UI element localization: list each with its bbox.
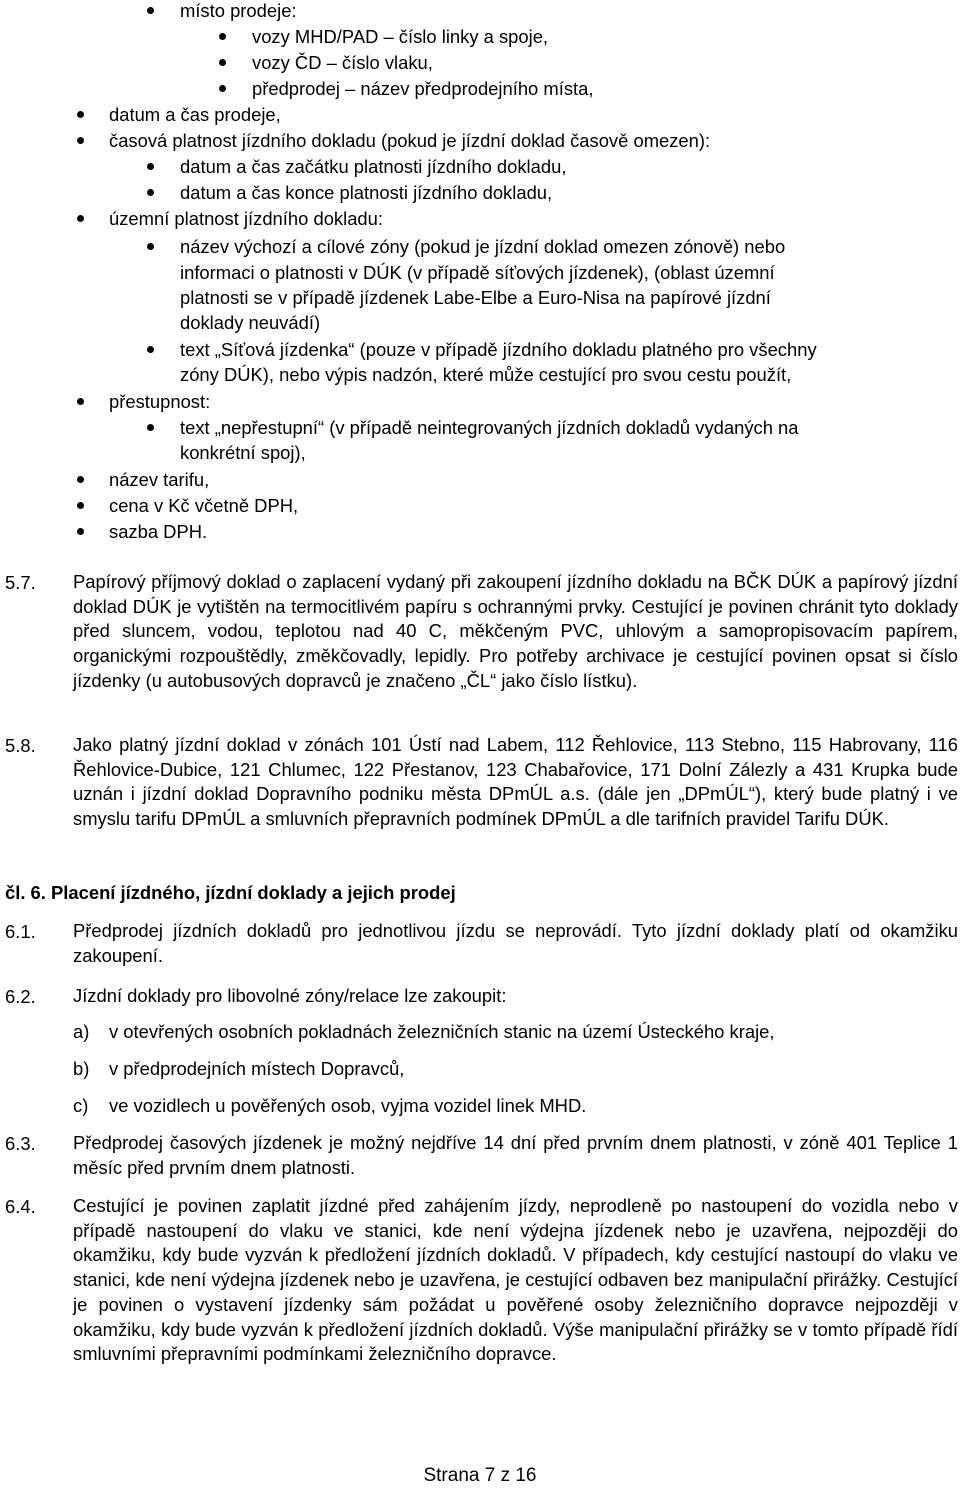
list-item-line: informaci o platnosti v DÚK (v případě síťových jízdenek), (oblast územní <box>180 262 775 283</box>
section-5-7-text: Papírový příjmový doklad o zaplacení vydaný při zakoupení jízdního dokladu na BČK DÚK a papírový jízdní doklad DÚK je vytištěn na termocitlivém papíru s ochrannými prvky. Cestující je povinen chránit tyto doklady před sluncem, vodou, teplotou nad 40 C, měkčeným PVC, uhlovým a samopropisovacím papírem, organickými rozpouštědly, změkčovadly, lepidly. Pro potřeby archivace je cestující povinen opsat si číslo jízdenky (u autobusových dopravců je značeno „ČL“ jako číslo lístku). <box>73 571 958 691</box>
list-item-line: název výchozí a cílové zóny (pokud je jízdní doklad omezen zónově) nebo <box>180 236 786 257</box>
section-number: 6.3. <box>5 1133 36 1154</box>
page-number: Strana 7 z 16 <box>423 1465 537 1486</box>
section-number: 5.7. <box>5 572 36 593</box>
section-number: 5.8. <box>5 735 36 756</box>
list-letter: a) <box>73 1021 90 1042</box>
bullet-icon <box>77 398 84 405</box>
bullet-icon <box>147 7 154 14</box>
list-item: v otevřených osobních pokladnách železničních stanic na území Ústeckého kraje, <box>109 1021 775 1042</box>
section-6-3-text: Předprodej časových jízdenek je možný nejdříve 14 dní před prvním dnem platnosti, v zóně 401 Teplice 1 měsíc před prvním dnem platnosti. <box>73 1132 958 1178</box>
list-item: místo prodeje: <box>180 0 297 21</box>
list-item: sazba DPH. <box>109 521 208 542</box>
list-item-line: zóny DÚK), nebo výpis nadzón, které může cestující pro svou cestu použít, <box>180 364 792 385</box>
list-item: ve vozidlech u pověřených osob, vyjma vozidel linek MHD. <box>109 1095 587 1116</box>
list-item: název tarifu, <box>109 469 210 490</box>
section-number: 6.4. <box>5 1196 36 1217</box>
list-letter: b) <box>73 1058 90 1079</box>
section-6-2-text: Jízdní doklady pro libovolné zóny/relace lze zakoupit: <box>73 985 507 1006</box>
bullet-icon <box>77 111 84 118</box>
bullet-icon <box>219 59 226 66</box>
list-item-line: platnosti se v případě jízdenek Labe-Elbe a Euro-Nisa na papírové jízdní <box>180 287 771 308</box>
bullet-icon <box>219 33 226 40</box>
section-6-1-text: Předprodej jízdních dokladů pro jednotlivou jízdu se neprovádí. Tyto jízdní doklady platí od okamžiku zakoupení. <box>73 920 958 966</box>
bullet-icon <box>77 528 84 535</box>
list-item: cena v Kč včetně DPH, <box>109 495 299 516</box>
bullet-icon <box>147 424 154 431</box>
bullet-icon <box>77 502 84 509</box>
section-heading: čl. 6. Placení jízdného, jízdní doklady a jejich prodej <box>5 882 456 903</box>
list-item: časová platnost jízdního dokladu (pokud je jízdní doklad časově omezen): <box>109 130 711 151</box>
list-item: v předprodejních místech Dopravců, <box>109 1058 405 1079</box>
section-6-4-text: Cestující je povinen zaplatit jízdné před zahájením jízdy, neprodleně po nastoupení do vozidla nebo v případě nastoupení do vlaku ve stanici, kde není výdejna jízdenek nebo je uzavřena, nejpozději do okamžiku, kdy bude vyzván k předložení jízdních dokladů. V případech, kdy cestující nastoupí do vlaku ve stanici, kde není výdejna jízdenek nebo je uzavřena, je cestující odbaven bez manipulační přirážky. Cestující je povinen o vystavení jízdenky sám požádat u pověřené osoby železničního dopravce nejpozději v okamžiku, kdy bude vyzván k předložení jízdních dokladů. Výše manipulační přirážky se v tomto případě řídí smluvními přepravními podmínkami železničního dopravce. <box>73 1195 958 1365</box>
list-item: datum a čas prodeje, <box>109 104 281 125</box>
list-item: datum a čas konce platnosti jízdního dokladu, <box>180 182 553 203</box>
list-item-line: konkrétní spoj), <box>180 442 306 463</box>
list-item: vozy MHD/PAD – číslo linky a spoje, <box>252 26 549 47</box>
bullet-icon <box>147 346 154 353</box>
list-item-line: text „nepřestupní“ (v případě neintegrovaných jízdních dokladů vydaných na <box>180 417 799 438</box>
section-number: 6.2. <box>5 986 36 1007</box>
list-item: územní platnost jízdního dokladu: <box>109 208 383 229</box>
bullet-icon <box>147 243 154 250</box>
bullet-icon <box>147 189 154 196</box>
bullet-icon <box>77 215 84 222</box>
bullet-icon <box>219 85 226 92</box>
list-item: předprodej – název předprodejního místa, <box>252 78 594 99</box>
list-letter: c) <box>73 1095 89 1116</box>
bullet-icon <box>77 476 84 483</box>
section-5-8-text: Jako platný jízdní doklad v zónách 101 Ústí nad Labem, 112 Řehlovice, 113 Stebno, 115 Habrovany, 116 Řehlovice-Dubice, 121 Chlumec, 122 Přestanov, 123 Chabařovice, 171 Dolní Zálezly a 431 Krupka bude uznán i jízdní doklad Dopravního podniku města DPmÚL a.s. (dále jen „DPmÚL“), který bude platný i ve smyslu tarifu DPmÚL a smluvních přepravních podmínek DPmÚL a dle tarifních pravidel Tarifu DÚK. <box>73 734 958 830</box>
section-number: 6.1. <box>5 921 36 942</box>
list-item-line: doklady neuvádí) <box>180 312 321 333</box>
bullet-icon <box>77 137 84 144</box>
bullet-icon <box>147 163 154 170</box>
list-item: přestupnost: <box>109 391 211 412</box>
list-item-line: text „Síťová jízdenka“ (pouze v případě jízdního dokladu platného pro všechny <box>180 339 817 360</box>
list-item: datum a čas začátku platnosti jízdního dokladu, <box>180 156 567 177</box>
list-item: vozy ČD – číslo vlaku, <box>252 52 433 73</box>
